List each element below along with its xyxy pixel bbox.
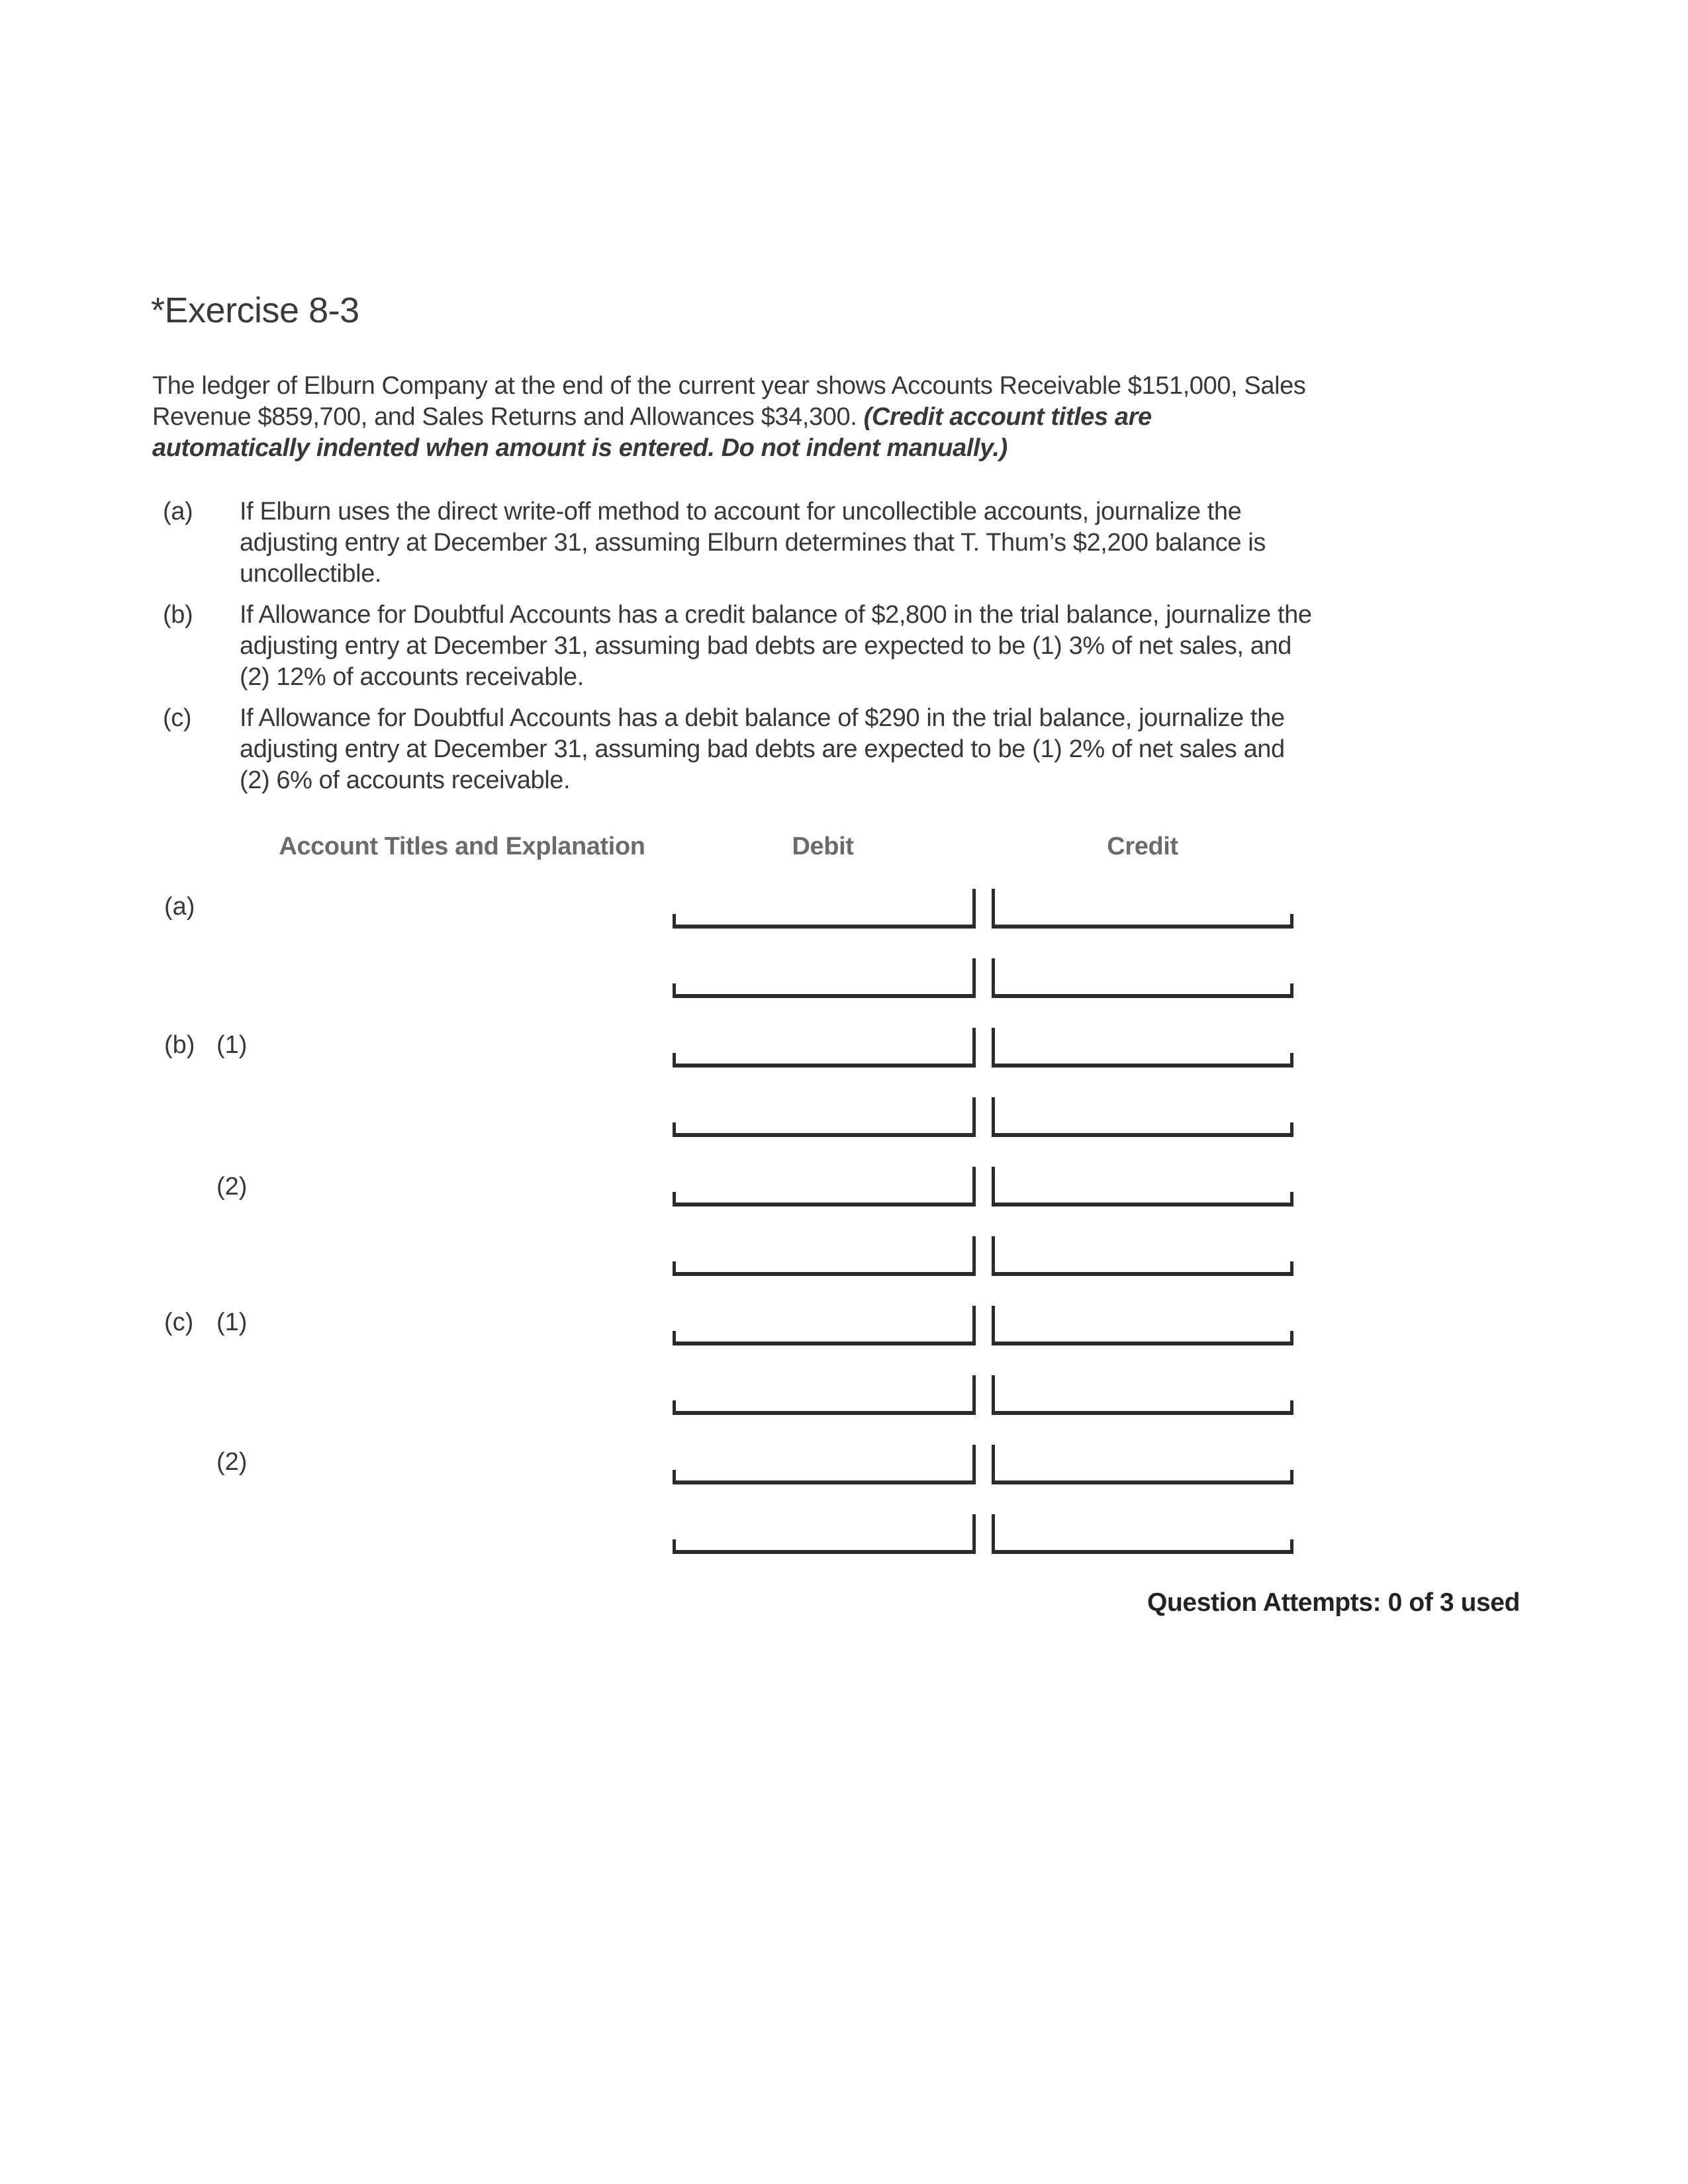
item-a [0,496,1688,590]
row-5-debit-field[interactable] [673,1167,976,1206]
question-attempts-label: Question Attempts: 0 of 3 used [1147,1588,1520,1617]
intro-paragraph [152,371,1305,464]
page-title: *Exercise 8-3 [151,291,359,330]
row-7-debit-field[interactable] [673,1306,976,1345]
text-line: adjusting entry at December 31, assuming bad debts are expected to be (1) 3% of net sales, and [240,632,1291,660]
intro-line-2 [152,402,1305,433]
row-4-credit-field[interactable] [992,1097,1293,1137]
row-3-credit-field[interactable] [992,1028,1293,1068]
row-9-credit-field[interactable] [992,1445,1293,1484]
row-10-debit-field[interactable] [673,1514,976,1554]
row-3-debit-field[interactable] [673,1028,976,1068]
row-5-credit-field[interactable] [992,1167,1293,1206]
row-6-credit-field[interactable] [992,1236,1293,1276]
text-line: uncollectible. [240,560,382,588]
group-sublabel-b1: (1) [216,1031,248,1059]
group-sublabel-c1: (1) [216,1308,248,1336]
row-2-credit-field[interactable] [992,958,1293,998]
row-2-debit-field[interactable] [673,958,976,998]
text-line: (2) 12% of accounts receivable. [240,663,584,691]
intro-emphasis-text: automatically indented when amount is entered. Do not indent manually.) [152,434,1008,462]
group-sublabel-b2: (2) [216,1173,248,1201]
text-line: (2) 6% of accounts receivable. [240,766,571,794]
item-c [0,703,1688,796]
item-b-label: (b) [163,601,193,629]
intro-line-1 [152,371,1305,402]
row-1-credit-field[interactable] [992,889,1293,929]
text-line: If Allowance for Doubtful Accounts has a credit balance of $2,800 in the trial balance, journalize the [240,601,1312,629]
intro-text: Revenue $859,700, and Sales Returns and Allowances $34,300. [152,403,864,431]
row-4-debit-field[interactable] [673,1097,976,1137]
text-line: adjusting entry at December 31, assuming Elburn determines that T. Thum’s $2,200 balance is [240,529,1266,557]
column-header-debit: Debit [792,833,854,860]
row-10-credit-field[interactable] [992,1514,1293,1554]
text-line: If Allowance for Doubtful Accounts has a debit balance of $290 in the trial balance, journalize the [240,704,1285,732]
group-sublabel-c2: (2) [216,1448,248,1476]
item-c-text [240,703,1285,796]
row-8-credit-field[interactable] [992,1375,1293,1415]
intro-line-3 [152,433,1305,464]
intro-emphasis-text: (Credit account titles are [863,403,1152,431]
text-line: adjusting entry at December 31, assuming bad debts are expected to be (1) 2% of net sales and [240,735,1285,763]
row-8-debit-field[interactable] [673,1375,976,1415]
group-label-a: (a) [164,893,195,921]
item-c-label: (c) [163,704,192,732]
column-header-account-titles: Account Titles and Explanation [279,833,645,860]
item-b [0,600,1688,693]
intro-text: The ledger of Elburn Company at the end of the current year shows Accounts Receivable $151,000, Sales [152,372,1306,400]
column-header-credit: Credit [1107,833,1178,860]
item-a-label: (a) [163,498,193,525]
item-b-text [240,600,1312,693]
text-line: If Elburn uses the direct write-off method to account for uncollectible accounts, journalize the [240,498,1242,525]
group-label-b: (b) [164,1031,195,1059]
group-label-c: (c) [164,1308,194,1336]
row-1-debit-field[interactable] [673,889,976,929]
item-a-text [240,496,1266,590]
row-7-credit-field[interactable] [992,1306,1293,1345]
row-6-debit-field[interactable] [673,1236,976,1276]
row-9-debit-field[interactable] [673,1445,976,1484]
